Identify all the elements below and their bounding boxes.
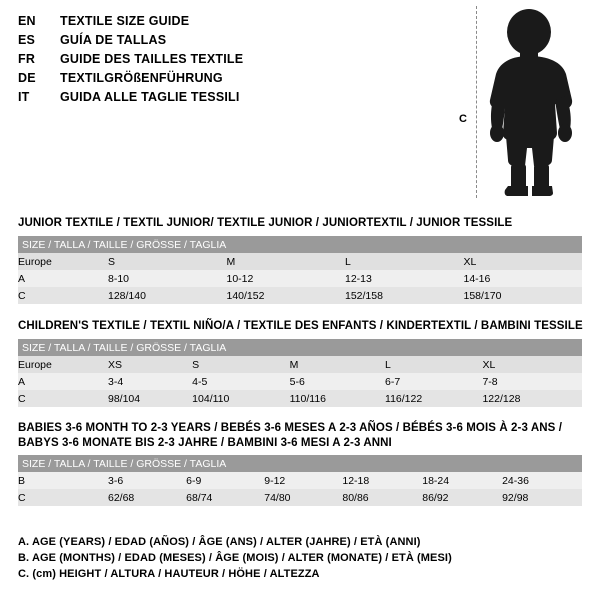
legend-note: B. AGE (MONTHS) / EDAD (MESES) / ÂGE (MOIS) / ALTER (MONATE) / ETÀ (MESI) — [18, 552, 452, 564]
language-code: ES — [18, 33, 36, 47]
cell-value: 92/98 — [502, 489, 582, 506]
language-header — [18, 14, 448, 109]
column-header: Europe — [18, 253, 108, 270]
cell-value: 104/110 — [192, 390, 289, 407]
table-subheader-label: SIZE / TALLA / TAILLE / GRÖSSE / TAGLIA — [18, 236, 582, 253]
cell-value: 14-16 — [464, 270, 583, 287]
cell-value: 122/128 — [482, 390, 582, 407]
cell-value: 158/170 — [464, 287, 583, 304]
cell-value: 62/68 — [108, 489, 186, 506]
column-header: L — [385, 356, 482, 373]
section-title-babies-line1: BABIES 3-6 MONTH TO 2-3 YEARS / BEBÉS 3-6 MESES A 2-3 AÑOS / BÉBÉS 3-6 MOIS À 2-3 ANS / — [18, 422, 562, 434]
table-header-row — [18, 455, 582, 472]
cell-value: 24-36 — [502, 472, 582, 489]
language-row — [18, 33, 448, 52]
table-column-row — [18, 253, 582, 270]
table-subheader-label: SIZE / TALLA / TAILLE / GRÖSSE / TAGLIA — [18, 455, 582, 472]
height-guide-line — [476, 6, 477, 198]
table-subheader-label: SIZE / TALLA / TAILLE / GRÖSSE / TAGLIA — [18, 339, 582, 356]
legend-note: C. (cm) HEIGHT / ALTURA / HAUTEUR / HÖHE / ALTEZZA — [18, 568, 320, 580]
table-header-row — [18, 236, 582, 253]
section-title-children: CHILDREN'S TEXTILE / TEXTIL NIÑO/A / TEXTILE DES ENFANTS / KINDERTEXTIL / BAMBINI TESSILE — [18, 320, 583, 332]
section-title-babies — [18, 421, 562, 451]
section-title-junior: JUNIOR TEXTILE / TEXTIL JUNIOR/ TEXTILE JUNIOR / JUNIORTEXTIL / JUNIOR TESSILE — [18, 217, 513, 229]
cell-value: 140/152 — [227, 287, 346, 304]
cell-value: 86/92 — [422, 489, 502, 506]
measurement-figure — [452, 6, 592, 201]
row-label: C — [18, 287, 108, 304]
legend-note: A. AGE (YEARS) / EDAD (AÑOS) / ÂGE (ANS) / ALTER (JAHRE) / ETÀ (ANNI) — [18, 536, 421, 548]
column-header: L — [345, 253, 464, 270]
column-header: XL — [464, 253, 583, 270]
column-header: XS — [108, 356, 192, 373]
row-label: A — [18, 270, 108, 287]
cell-value: 80/86 — [342, 489, 422, 506]
cell-value: 7-8 — [482, 373, 582, 390]
language-row — [18, 14, 448, 33]
cell-value: 128/140 — [108, 287, 227, 304]
column-header: Europe — [18, 356, 108, 373]
column-header: S — [192, 356, 289, 373]
language-code: DE — [18, 71, 36, 85]
cell-value: 6-9 — [186, 472, 264, 489]
cell-value: 12-13 — [345, 270, 464, 287]
cell-value: 9-12 — [264, 472, 342, 489]
language-code: IT — [18, 90, 30, 104]
legend-notes — [18, 534, 578, 582]
language-code: EN — [18, 14, 36, 28]
cell-value: 152/158 — [345, 287, 464, 304]
cell-value: 18-24 — [422, 472, 502, 489]
column-header: XL — [482, 356, 582, 373]
row-label: C — [18, 390, 108, 407]
row-label: B — [18, 472, 108, 489]
section-title-babies-line2: BABYS 3-6 MONATE BIS 2-3 JAHRE / BAMBINI 3-6 MESI A 2-3 ANNI — [18, 437, 392, 449]
language-title: GUÍA DE TALLAS — [60, 33, 167, 47]
table-row — [18, 390, 582, 407]
row-label: C — [18, 489, 108, 506]
language-title: TEXTILE SIZE GUIDE — [60, 14, 190, 28]
cell-value: 116/122 — [385, 390, 482, 407]
height-measure-label: C — [459, 113, 467, 125]
language-row — [18, 90, 448, 109]
language-title: TEXTILGRÖßENFÜHRUNG — [60, 71, 223, 85]
table-header-row — [18, 339, 582, 356]
babies-size-table — [18, 455, 582, 506]
language-row — [18, 71, 448, 90]
table-row — [18, 270, 582, 287]
column-header: S — [108, 253, 227, 270]
table-row — [18, 472, 582, 489]
cell-value: 74/80 — [264, 489, 342, 506]
language-title: GUIDE DES TAILLES TEXTILE — [60, 52, 244, 66]
language-row — [18, 52, 448, 71]
language-title: GUIDA ALLE TAGLIE TESSILI — [60, 90, 240, 104]
cell-value: 6-7 — [385, 373, 482, 390]
row-label: A — [18, 373, 108, 390]
table-column-row — [18, 356, 582, 373]
cell-value: 3-4 — [108, 373, 192, 390]
children-size-table — [18, 339, 582, 407]
cell-value: 12-18 — [342, 472, 422, 489]
junior-size-table — [18, 236, 582, 304]
column-header: M — [290, 356, 385, 373]
table-row — [18, 373, 582, 390]
column-header: M — [227, 253, 346, 270]
cell-value: 110/116 — [290, 390, 385, 407]
cell-value: 8-10 — [108, 270, 227, 287]
table-row — [18, 489, 582, 506]
cell-value: 10-12 — [227, 270, 346, 287]
child-silhouette-icon — [482, 8, 586, 198]
table-row — [18, 287, 582, 304]
cell-value: 3-6 — [108, 472, 186, 489]
cell-value: 68/74 — [186, 489, 264, 506]
cell-value: 4-5 — [192, 373, 289, 390]
language-code: FR — [18, 52, 36, 66]
cell-value: 98/104 — [108, 390, 192, 407]
cell-value: 5-6 — [290, 373, 385, 390]
